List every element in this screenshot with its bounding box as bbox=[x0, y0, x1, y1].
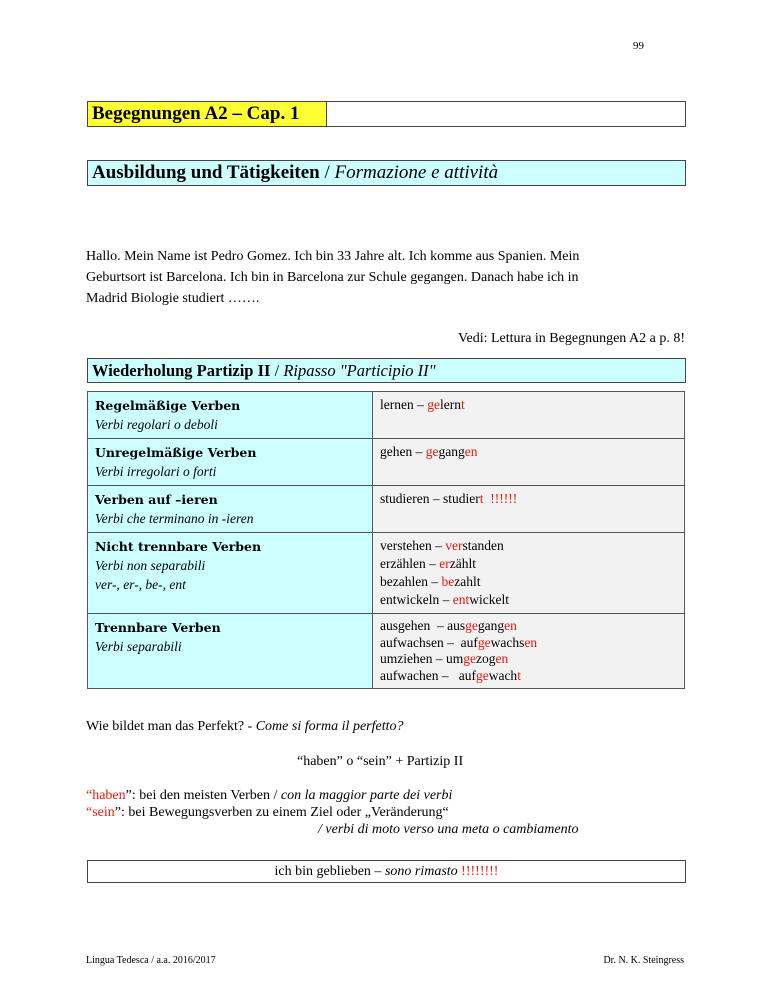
partizip-title-sep: / bbox=[270, 361, 284, 380]
section-title-box bbox=[87, 160, 686, 186]
verb-category-cell bbox=[88, 392, 373, 439]
participle-marker: en bbox=[524, 634, 538, 650]
rule-haben-q1: “ bbox=[86, 788, 93, 803]
verb-category-cell bbox=[88, 533, 373, 614]
verb-text: studieren – studier bbox=[380, 491, 480, 506]
verb-examples-cell bbox=[373, 486, 685, 533]
participle-marker: ge bbox=[475, 667, 489, 683]
chapter-title-box bbox=[87, 101, 686, 127]
verb-text: gang bbox=[438, 444, 465, 459]
participle-marker: en bbox=[504, 618, 517, 633]
footer-course: Lingua Tedesca / a.a. 2016/2017 bbox=[86, 955, 216, 966]
chapter-title: Begegnungen A2 – Cap. 1 bbox=[92, 103, 300, 124]
perfekt-question-de: Wie bildet man das Perfekt? - bbox=[86, 719, 256, 734]
rule-sein-q1: “ bbox=[86, 805, 93, 820]
verb-category-de: Regelmäßige Verben bbox=[95, 398, 241, 413]
verb-text: standen bbox=[462, 538, 504, 553]
example-it: sono rimasto bbox=[384, 864, 458, 879]
verb-text: lernen – bbox=[380, 397, 428, 412]
participle-marker: t bbox=[460, 397, 465, 412]
verb-text: lern bbox=[439, 397, 461, 412]
verb-category-it: ver-, er-, be-, ent bbox=[95, 577, 186, 592]
verb-example bbox=[380, 635, 677, 652]
perfekt-formula: “haben” o “sein” + Partizip II bbox=[297, 754, 464, 769]
participle-marker: ver bbox=[445, 538, 463, 553]
verb-text: verstehen – bbox=[380, 538, 446, 553]
table-row bbox=[88, 392, 685, 439]
perfekt-question bbox=[86, 719, 404, 735]
footer-author: Dr. N. K. Steingress bbox=[603, 955, 684, 966]
participle-marker: en bbox=[464, 444, 478, 459]
intro-line: Geburtsort ist Barcelona. Ich bin in Barcelona zur Schule gegangen. Danach habe ich in bbox=[86, 270, 579, 285]
example-box bbox=[87, 860, 686, 883]
verb-category-it: Verbi che terminano in -ieren bbox=[95, 511, 254, 526]
verb-text: erzählen – bbox=[380, 556, 440, 571]
intro-line: Hallo. Mein Name ist Pedro Gomez. Ich bin 33 Jahre alt. Ich komme aus Spanien. Mein bbox=[86, 249, 580, 264]
verb-example bbox=[380, 618, 677, 635]
section-title-de: Ausbildung und Tätigkeiten bbox=[92, 162, 320, 183]
rule-haben-word: haben bbox=[92, 788, 126, 803]
table-row bbox=[88, 439, 685, 486]
partizip-title-box bbox=[87, 358, 686, 383]
verb-category-it: Verbi irregolari o forti bbox=[95, 464, 217, 479]
rule-sein-text: ”: bei Bewegungsverben zu einem Ziel oder „Veränderung“ bbox=[114, 805, 449, 820]
verb-category-cell bbox=[88, 439, 373, 486]
participle-marker: ge bbox=[425, 444, 439, 459]
table-row bbox=[88, 533, 685, 614]
verb-text: wickelt bbox=[469, 592, 509, 607]
intro-paragraph bbox=[86, 246, 686, 309]
participle-marker: en bbox=[495, 651, 509, 666]
verb-text: bezahlen – bbox=[380, 574, 442, 589]
verb-category-de: Trennbare Verben bbox=[95, 620, 221, 635]
verb-category-cell bbox=[88, 614, 373, 689]
partizip-title bbox=[92, 361, 436, 381]
partizip-table bbox=[87, 391, 685, 689]
participle-marker: ge bbox=[463, 651, 476, 666]
section-title-sep: / bbox=[319, 162, 335, 183]
reading-reference: Vedi: Lettura in Begegnungen A2 a p. 8! bbox=[457, 331, 685, 346]
verb-text: wach bbox=[488, 667, 518, 683]
page-number: 99 bbox=[633, 40, 644, 52]
verb-text: aufwachen – auf bbox=[380, 667, 476, 683]
verb-example bbox=[380, 537, 677, 555]
verb-text: umziehen – um bbox=[380, 651, 464, 666]
verb-example bbox=[380, 573, 677, 591]
verb-example bbox=[380, 396, 677, 414]
section-title bbox=[92, 162, 498, 184]
participle-marker: ge bbox=[477, 634, 491, 650]
participle-marker: ent bbox=[452, 592, 470, 607]
example-exclamation: !!!!!!!! bbox=[461, 864, 499, 879]
verb-category-de: Nicht trennbare Verben bbox=[95, 539, 262, 554]
verb-text: aufwachsen – auf bbox=[380, 634, 478, 650]
verb-text: zählt bbox=[449, 556, 476, 571]
verb-example bbox=[380, 490, 677, 508]
verb-examples-cell bbox=[373, 439, 685, 486]
intro-line: Madrid Biologie studiert ……. bbox=[86, 291, 260, 306]
participle-marker: be bbox=[441, 574, 455, 589]
participle-marker: t bbox=[517, 667, 521, 683]
verb-example bbox=[380, 668, 677, 685]
verb-text: wachs bbox=[490, 634, 525, 650]
example-de: ich bin geblieben – bbox=[274, 864, 385, 879]
verb-category-cell bbox=[88, 486, 373, 533]
verb-text: zahlt bbox=[454, 574, 481, 589]
verb-category-it: Verbi non separabili bbox=[95, 558, 206, 573]
verb-text: entwickeln – bbox=[380, 592, 453, 607]
perfekt-question-it: Come si forma il perfetto? bbox=[255, 719, 404, 734]
rule-sein-word: sein bbox=[92, 805, 115, 820]
rule-haben bbox=[86, 788, 452, 804]
participle-marker: t bbox=[479, 491, 484, 506]
verb-category-it: Verbi separabili bbox=[95, 639, 182, 654]
verb-text: gehen – bbox=[380, 444, 426, 459]
rule-sein bbox=[86, 805, 449, 821]
participle-marker: er bbox=[439, 556, 450, 571]
verb-category-de: Verben auf –ieren bbox=[95, 492, 218, 507]
verb-examples-cell bbox=[373, 614, 685, 689]
verb-text: zog bbox=[475, 651, 496, 666]
verb-category-de: Unregelmäßige Verben bbox=[95, 445, 257, 460]
verb-example bbox=[380, 591, 677, 609]
table-row bbox=[88, 614, 685, 689]
section-title-it: Formazione e attività bbox=[334, 162, 499, 183]
participle-marker: ge bbox=[427, 397, 440, 412]
verb-example bbox=[380, 651, 677, 668]
participle-marker: !!!!!! bbox=[490, 491, 518, 506]
verb-text: gang bbox=[477, 618, 505, 633]
table-row bbox=[88, 486, 685, 533]
partizip-title-de: Wiederholung Partizip II bbox=[92, 361, 271, 380]
verb-text: ausgehen – aus bbox=[380, 618, 466, 633]
verb-examples-cell bbox=[373, 533, 685, 614]
participle-marker: ge bbox=[465, 618, 478, 633]
rule-haben-it: con la maggior parte dei verbi bbox=[280, 788, 453, 803]
verb-examples-cell bbox=[373, 392, 685, 439]
verb-category-it: Verbi regolari o deboli bbox=[95, 417, 218, 432]
partizip-title-it: Ripasso "Participio II" bbox=[283, 361, 436, 380]
rule-sein-italian: / verbi di moto verso una meta o cambiamento bbox=[318, 822, 579, 837]
verb-example bbox=[380, 555, 677, 573]
verb-example bbox=[380, 443, 677, 461]
rule-haben-text: ”: bei den meisten Verben / bbox=[125, 788, 281, 803]
